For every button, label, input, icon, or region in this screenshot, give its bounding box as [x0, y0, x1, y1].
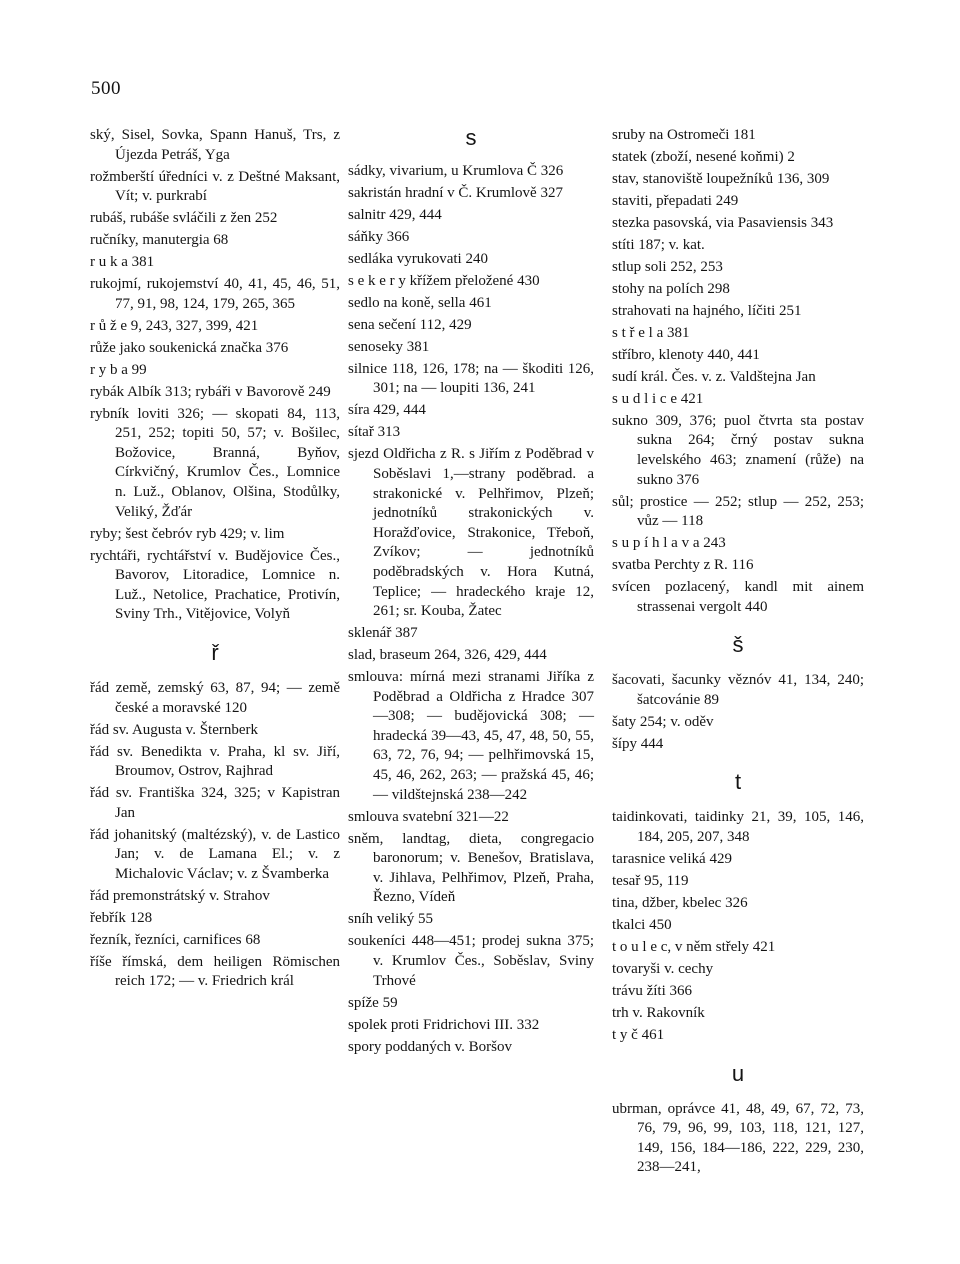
index-entry: smlouva svatební 321—22	[348, 808, 509, 825]
index-entry: tesař 95, 119	[612, 873, 689, 890]
index-entry: sakristán hradní v Č. Krumlově 327	[348, 184, 563, 201]
index-entry: růže jako soukenická značka 376	[90, 339, 289, 356]
index-entry: taidinkovati, taidinky 21, 39, 105, 146, 184, 205, 207, 348	[612, 809, 864, 846]
index-column-right	[612, 126, 864, 1180]
index-entry: říše římská, dem heiligen Römischen reich 172; — v. Friedrich král	[90, 953, 340, 990]
index-entry: řád sv. Augusta v. Šternberk	[90, 721, 259, 738]
section-letter: ř	[211, 639, 219, 665]
index-entry: sedlo na koně, sella 461	[348, 294, 492, 311]
index-entry: r ů ž e 9, 243, 327, 399, 421	[90, 317, 259, 334]
index-entry: stezka pasovská, via Pasaviensis 343	[612, 214, 834, 231]
index-entry: ubrman, oprávce 41, 48, 49, 67, 72, 73, 76, 79, 96, 99, 103, 118, 121, 127, 149, 156, 184—186, 222, 229, 230, 238—241,	[612, 1100, 864, 1176]
index-entry: sněm, landtag, dieta, congregacio baronorum; v. Benešov, Bratislava, v. Jihlava, Pelhřimov, Plzeň, Praha, Řezno, Vídeň	[348, 830, 594, 906]
index-entry: silnice 118, 126, 178; na — škoditi 126, 301; na — loupiti 136, 241	[348, 360, 594, 397]
section-letter: t	[734, 769, 742, 795]
section-letter: u	[731, 1060, 745, 1086]
index-entry: rožmberští úředníci v. z Deštné Maksant, Vít; v. purkrabí	[90, 168, 340, 205]
index-entry: sukno 309, 376; puol čtvrta sta postav sukna 264; črný postav sukna levelského 463; znamení (růže) na sukno 376	[612, 412, 864, 488]
index-entry: stohy na polích 298	[612, 280, 730, 297]
index-entry: sena sečení 112, 429	[348, 316, 472, 333]
index-entry: trh v. Rakovník	[612, 1004, 705, 1021]
index-entry: r u k a 381	[90, 254, 155, 271]
index-entry: smlouva: mírná mezi stranami Jiříka z Poděbrad a Oldřicha z Hradce 307—308; — budějovická 308; — hradecká 39—43, 45, 47, 48, 50, 55, 63, 72, 76, 94; — pelhřimovská 15, 45, 46, 262, 263; — pražská 45, 46; — vildštejnská 238—242	[348, 669, 594, 803]
page-number: 500	[91, 78, 121, 99]
index-entry: stav, stanoviště loupežníků 136, 309	[612, 170, 830, 187]
index-entry: rubáš, rubáše svláčili z žen 252	[90, 210, 278, 227]
index-entry: ryby; šest čebróv ryb 429; v. lim	[90, 525, 285, 542]
index-entry: spory poddaných v. Boršov	[348, 1038, 513, 1055]
index-entry: ručníky, manutergia 68	[90, 232, 229, 249]
index-entry: rybník loviti 326; — skopati 84, 113, 251, 252; topiti 50, 57; v. Bošilec, Božovice, Branná, Byňov, Církvičný, Krumlov Čes., Lomnice n. Luž., Oblanov, Olšina, Stodůlky, Veliký, Žďár	[90, 405, 340, 520]
index-entry: salnitr 429, 444	[348, 206, 442, 223]
index-entry: tovaryši v. cechy	[612, 960, 714, 977]
index-entry: sklenář 387	[348, 625, 418, 642]
index-entry: strahovati na hajného, líčiti 251	[612, 302, 802, 319]
index-entry: statek (zboží, nesené koňmi) 2	[612, 148, 795, 165]
index-column-middle	[348, 126, 594, 1060]
index-entry: rukojmí, rukojemství 40, 41, 45, 46, 51, 77, 91, 98, 124, 179, 265, 365	[90, 276, 340, 312]
index-entry: sítař 313	[348, 424, 401, 441]
index-entry: řebřík 128	[90, 909, 153, 926]
index-entry: t y č 461	[612, 1026, 665, 1043]
index-column-left	[90, 126, 340, 994]
index-entry: rybák Albík 313; rybáři v Bavorově 249	[90, 383, 331, 400]
index-entry: řád johanitský (maltézský), v. de Lastico Jan; v. de Lamana El.; v. z Michalovic Václav; v. z Švamberka	[90, 826, 340, 882]
index-entry: stíti 187; v. kat.	[612, 236, 705, 253]
index-entry: r y b a 99	[90, 361, 147, 378]
index-entry: spíže 59	[348, 994, 398, 1011]
index-entry: sníh veliký 55	[348, 911, 433, 928]
index-entry: šacovati, šacunky věznóv 41, 134, 240; šatcovánie 89	[612, 672, 864, 708]
index-entry: s t ř e l a 381	[612, 324, 690, 341]
index-entry: svícen pozlacený, kandl mit ainem strassenai vergolt 440	[612, 579, 864, 615]
index-entry: tina, džber, kbelec 326	[612, 895, 748, 911]
index-entry: sudí král. Čes. v. z. Valdštejna Jan	[612, 368, 816, 385]
index-entry: senoseky 381	[348, 338, 430, 355]
index-entry: sjezd Oldřicha z R. s Jiřím z Poděbrad v Soběslavi 1,—strany poděbrad. a strakonické v. Pelhřimov, Plzeň; jednotníků strakonických v. Horažďovice, Strakonice, Třeboň, Zvíkov; — jednotníků poděbradských v. Hora Kutná, Teplice; — hradeckého kraje 12, 261; sr. Kouba, Žatec	[348, 446, 594, 620]
index-entry: ský, Sisel, Sovka, Spann Hanuš, Trs, z Újezda Petráš, Yga	[90, 127, 340, 163]
index-entry: t o u l e c, v něm střely 421	[612, 938, 776, 955]
index-entry: staviti, přepadati 249	[612, 192, 739, 209]
section-letter: š	[732, 632, 744, 658]
index-entry: trávu žíti 366	[612, 982, 692, 999]
index-entry: soukeníci 448—451; prodej sukna 375; v. Krumlov Čes., Soběslav, Sviny Trhové	[348, 933, 594, 989]
index-entry: řád sv. Františka 324, 325; v Kapistran Jan	[90, 785, 340, 821]
index-entry: stlup soli 252, 253	[612, 258, 723, 275]
index-entry: slad, braseum 264, 326, 429, 444	[348, 647, 547, 664]
index-entry: s u p í h l a v a 243	[612, 535, 726, 552]
index-entry: s e k e r y křížem přeložené 430	[348, 272, 540, 289]
index-entry: stříbro, klenoty 440, 441	[612, 346, 760, 363]
index-entry: řád sv. Benedikta v. Praha, kl sv. Jiří, Broumov, Ostrov, Rajhrad	[90, 743, 340, 780]
index-entry: svatba Perchty z R. 116	[612, 557, 754, 574]
index-entry: šípy 444	[612, 735, 664, 752]
index-entry: šaty 254; v. oděv	[612, 713, 714, 730]
index-entry: síra 429, 444	[348, 402, 426, 419]
index-entry: sedláka vyrukovati 240	[348, 250, 488, 267]
index-entry: řád země, zemský 63, 87, 94; — země české a moravské 120	[90, 679, 340, 716]
index-entry: tarasnice veliká 429	[612, 851, 732, 868]
index-entry: s u d l i c e 421	[612, 390, 704, 407]
index-entry: rychtáři, rychtářství v. Budějovice Čes., Bavorov, Litoradice, Lomnice n. Luž., Netolice, Prachatice, Protivín, Sviny Trh., Vitějovice, Volyň	[90, 547, 340, 623]
index-entry: sáňky 366	[348, 228, 410, 245]
index-entry: řád premonstrátský v. Strahov	[90, 887, 270, 904]
index-entry: tkalci 450	[612, 916, 672, 933]
index-entry: sůl; prostice — 252; stlup — 252, 253; vůz — 118	[612, 493, 864, 530]
index-entry: řezník, řezníci, carnifices 68	[90, 931, 261, 948]
index-entry: sádky, vivarium, u Krumlova Č 326	[348, 163, 564, 179]
index-entry: spolek proti Fridrichovi III. 332	[348, 1016, 540, 1033]
section-letter: s	[465, 125, 477, 150]
index-entry: sruby na Ostromeči 181	[612, 127, 756, 143]
